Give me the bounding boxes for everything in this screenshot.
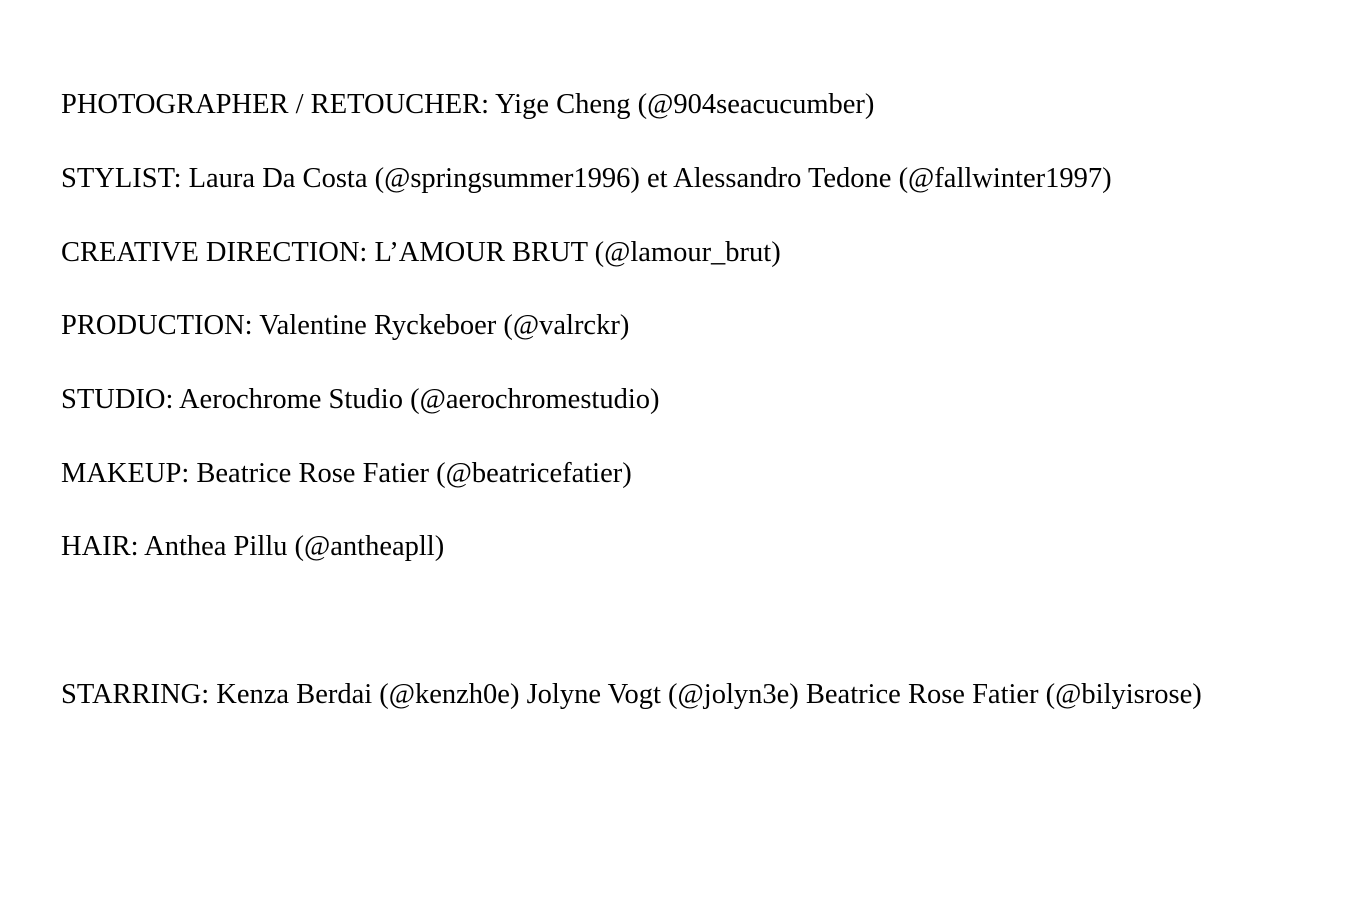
starring-credit: STARRING: Kenza Berdai (@kenzh0e) Jolyne Vogt (@jolyn3e) Beatrice Rose Fatier (@bilyisrose)	[61, 679, 1202, 710]
photographer-credit: PHOTOGRAPHER / RETOUCHER: Yige Cheng (@904seacucumber)	[61, 89, 875, 120]
studio-credit: STUDIO: Aerochrome Studio (@aerochromestudio)	[61, 384, 660, 415]
makeup-credit: MAKEUP: Beatrice Rose Fatier (@beatricefatier)	[61, 458, 632, 489]
stylist-credit: STYLIST: Laura Da Costa (@springsummer1996) et Alessandro Tedone (@fallwinter1997)	[61, 163, 1112, 194]
production-credit: PRODUCTION: Valentine Ryckeboer (@valrckr)	[61, 310, 630, 341]
hair-credit: HAIR: Anthea Pillu (@antheapll)	[61, 531, 445, 562]
creative-direction-credit: CREATIVE DIRECTION: L’AMOUR BRUT (@lamour_brut)	[61, 237, 781, 268]
